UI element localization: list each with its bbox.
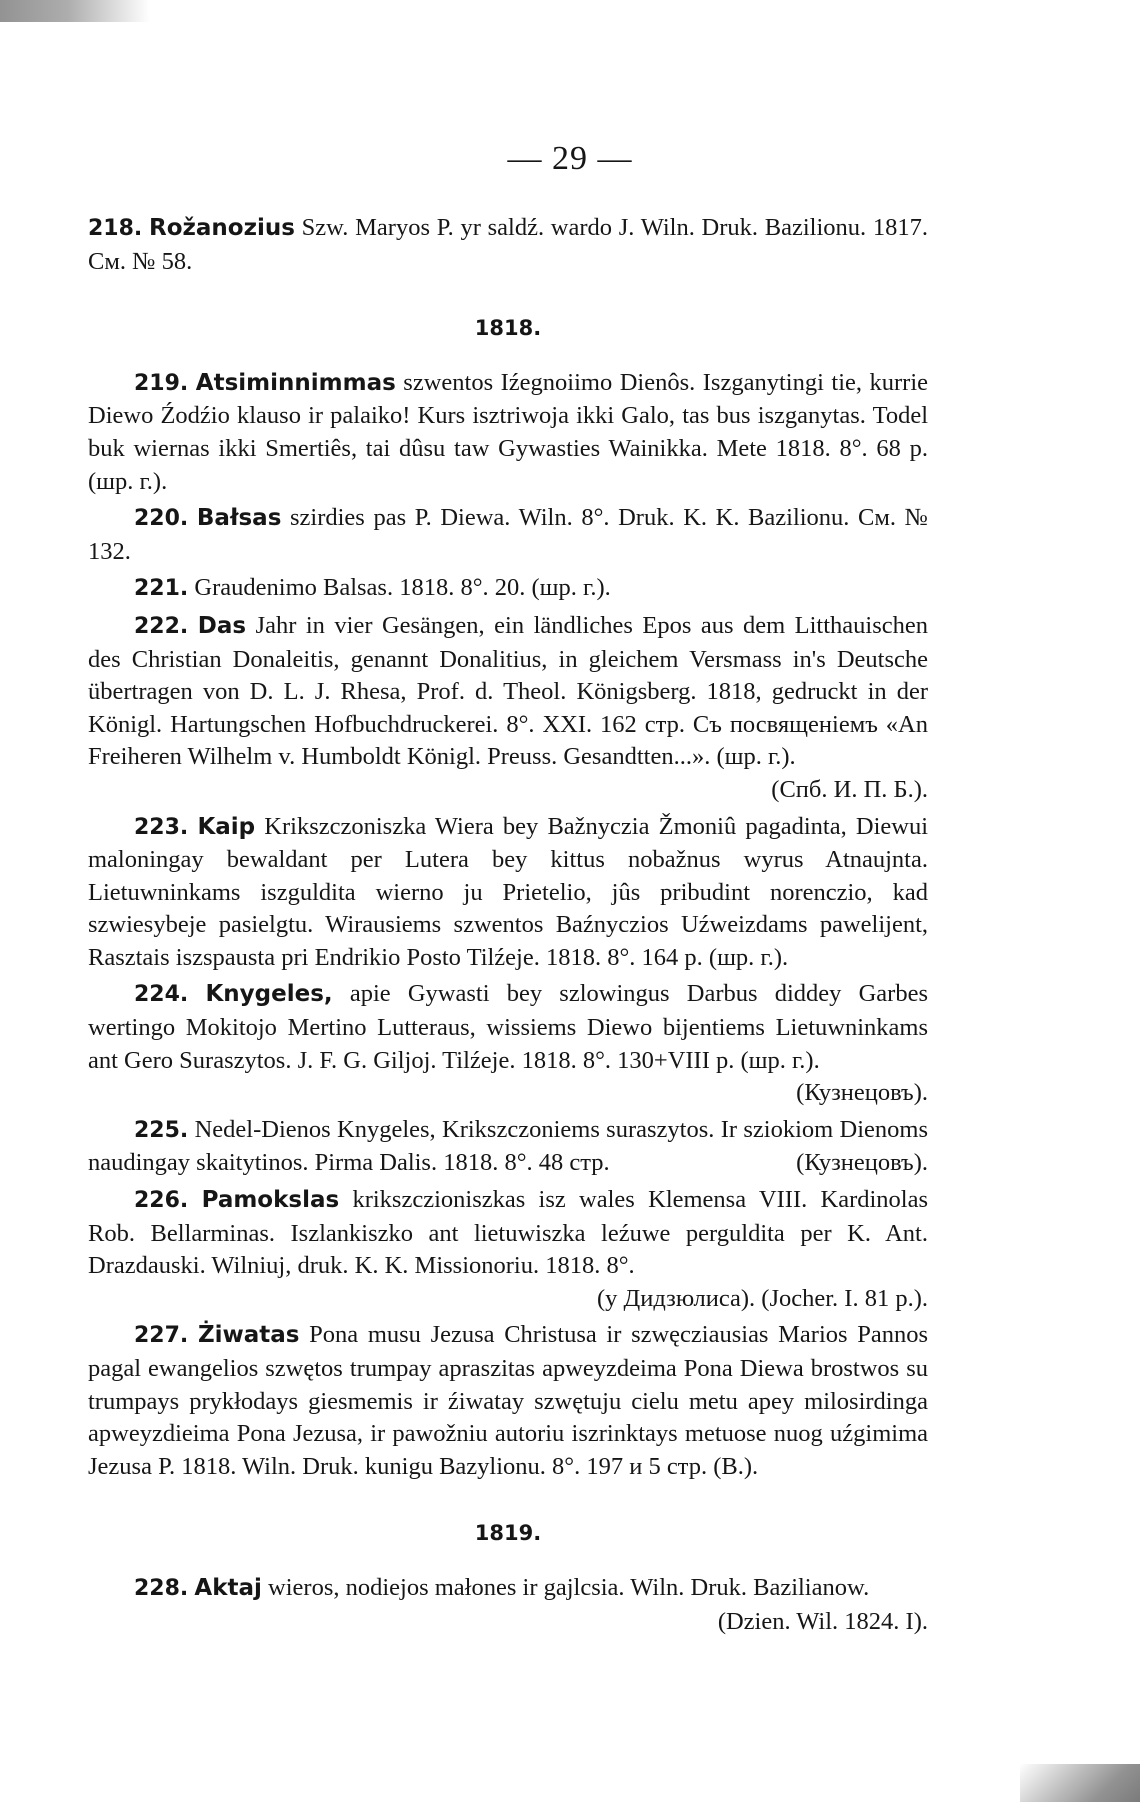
entry-headword: Żiwatas bbox=[197, 1322, 300, 1349]
entry-text: Graudenimo Balsas. 1818. 8°. 20. (шр. г.). bbox=[188, 574, 611, 602]
scan-smudge-bottom-right bbox=[1020, 1764, 1140, 1802]
bibliography-entry bbox=[88, 1319, 928, 1483]
entry-number: 226. bbox=[134, 1188, 189, 1214]
scan-smudge-top-left bbox=[0, 0, 150, 22]
entry-number: 221. bbox=[134, 576, 189, 602]
entry-text: wieros, nodiejos małones ir gajlcsia. Wiln. Druk. Bazilianow. bbox=[261, 1573, 870, 1601]
bibliography-entry bbox=[88, 1184, 928, 1315]
bibliography-entry bbox=[88, 811, 928, 975]
entry-number: 223. bbox=[134, 814, 189, 840]
entry-text: Pona musu Jezusa Christusa ir szwęcziausias Marios Pannos pagal ewangelios szwętos trumpay apraszitas apweyzdeima Pona Diewa brostwos su trumpays prykłodays giesmemis ir źiwatay szwętuju cielu metu apey milosirdinga apweyzdieima Pona Jezusa, ir pawožniu autoriu iszrinktays metuose nuog uźgimima Jezusa P. 1818. Wiln. Druk. kunigu Bazylionu. 8°. 197 и 5 стр. (В.). bbox=[88, 1321, 929, 1480]
entry-number: 224. bbox=[134, 982, 189, 1008]
entries-1817 bbox=[88, 212, 928, 278]
entry-source: (у Дидзюлиса). (Jocher. I. 81 p.). bbox=[597, 1284, 928, 1312]
bibliography-entry bbox=[88, 1572, 928, 1638]
entry-headword: Pamokslas bbox=[201, 1187, 340, 1214]
bibliography-entry bbox=[88, 1114, 928, 1180]
entry-text: Szw. Maryos P. yr saldź. wardo J. Wiln. Druk. Bazilionu. 1817. См. № 58. bbox=[88, 214, 928, 275]
entry-text: szirdies pas P. Diewa. Wiln. 8°. Druk. K. K. Bazilionu. См. № 132. bbox=[88, 504, 928, 565]
entry-headword: Aktaj bbox=[194, 1574, 262, 1601]
entry-number: 225. bbox=[134, 1117, 189, 1143]
entry-text: krikszczioniszkas isz wales Klemensa VIII. Kardinolas Rob. Bellarminas. Iszlankiszko ant lietuwiszka leźuwe perguldita per K. Ant. Drazdauski. Wilniuj, druk. K. K. Missionoriu. 1818. 8°. bbox=[88, 1186, 929, 1280]
entry-source: (Кузнецовъ). bbox=[796, 1149, 928, 1177]
entry-text: apie Gywasti bey szlowingus Darbus diddey Garbes wertingo Mokitojo Mertino Lutteraus, wissiems Diewo bijentiems Lietuwninkams ant Gero Suraszytos. J. F. G. Giljoj. Tilźeje. 1818. 8°. 130+VIII p. (шр. г.). bbox=[88, 980, 928, 1074]
entry-number: 228. bbox=[134, 1575, 189, 1601]
entry-headword: Rožanozius bbox=[149, 215, 295, 241]
entry-source: (Кузнецовъ). bbox=[796, 1079, 928, 1107]
entry-source: (Dzien. Wil. 1824. I). bbox=[717, 1607, 928, 1635]
bibliography-entry bbox=[88, 367, 928, 498]
entries-1818 bbox=[88, 367, 928, 1484]
year-heading-1819: 1819. bbox=[474, 1521, 542, 1546]
entries-1819 bbox=[88, 1572, 928, 1638]
entry-number: 219. bbox=[134, 370, 189, 396]
entry-text: Nedel-Dienos Knygeles, Krikszczoniems suraszytos. Ir sziokiom Dienoms naudingay skaitytinos. Pirma Dalis. 1818. 8°. 48 стр. bbox=[88, 1115, 928, 1177]
year-heading-1818: 1818. bbox=[474, 316, 542, 341]
entry-number: 220. bbox=[134, 506, 189, 532]
entry-number: 218. bbox=[88, 216, 143, 241]
bibliography-entry bbox=[88, 610, 928, 807]
entry-headword: Kaip bbox=[197, 813, 256, 840]
bibliography-entry bbox=[88, 212, 928, 278]
page-number: — 29 — bbox=[507, 140, 633, 177]
entry-headword: Bałsas bbox=[196, 505, 282, 532]
entry-headword: Knygeles, bbox=[205, 981, 333, 1008]
entry-headword: Das bbox=[197, 612, 247, 639]
entry-text: Jahr in vier Gesängen, ein ländliches Epos aus dem Litthauischen des Christian Donaleitis, genannt Donalitius, in gleichem Versmass in's Deutsche übertragen von D. L. J. Rhesa, Prof. d. Theol. Königsberg. 1818, gedruckt in der Königl. Hartungschen Hofbuchdruckerei. 8°. XXI. 162 стр. Съ посвященіемъ «An Freiheren Wilhelm v. Humboldt Königl. Preuss. Gesandtten...». (шр. г.). bbox=[88, 611, 929, 771]
entry-headword: Atsiminnimmas bbox=[195, 369, 396, 396]
entry-number: 222. bbox=[134, 613, 189, 639]
bibliography-entry bbox=[88, 572, 928, 606]
entry-source: (Спб. И. П. Б.). bbox=[771, 775, 928, 803]
bibliography-entry bbox=[88, 978, 928, 1109]
bibliography-entry bbox=[88, 502, 928, 568]
entry-number: 227. bbox=[134, 1323, 189, 1349]
entry-text: szwentos Iźegnoiimo Dienôs. Iszganytingi tie, kurrie Diewo Źodźio klauso ir palaiko! Kurs isztriwoja ikki Galo, tas bus iszganytas. Todel buk wiernas ikki Smertiês, tai dûsu taw Gywasties Wainikka. Mete 1818. 8°. 68 p. (шр. г.). bbox=[88, 368, 929, 495]
bibliography-body bbox=[88, 212, 928, 1642]
entry-text: Krikszczoniszka Wiera bey Bažnyczia Žmoniû pagadinta, Diewui maloningay bewaldant per Lutera bey kittus nobažnus wyrus Atnaujnta. Lietuwninkams iszguldita wierno ju Prietelio, jûs pribudint norenczio, kad szwiesybeje pasielgtu. Wirausiems szwentos Baźnyczios Uźweizdams pawelijent, Rasztais iszspausta pri Endrikio Posto Tilźeje. 1818. 8°. 164 p. (шр. г.). bbox=[88, 812, 929, 971]
